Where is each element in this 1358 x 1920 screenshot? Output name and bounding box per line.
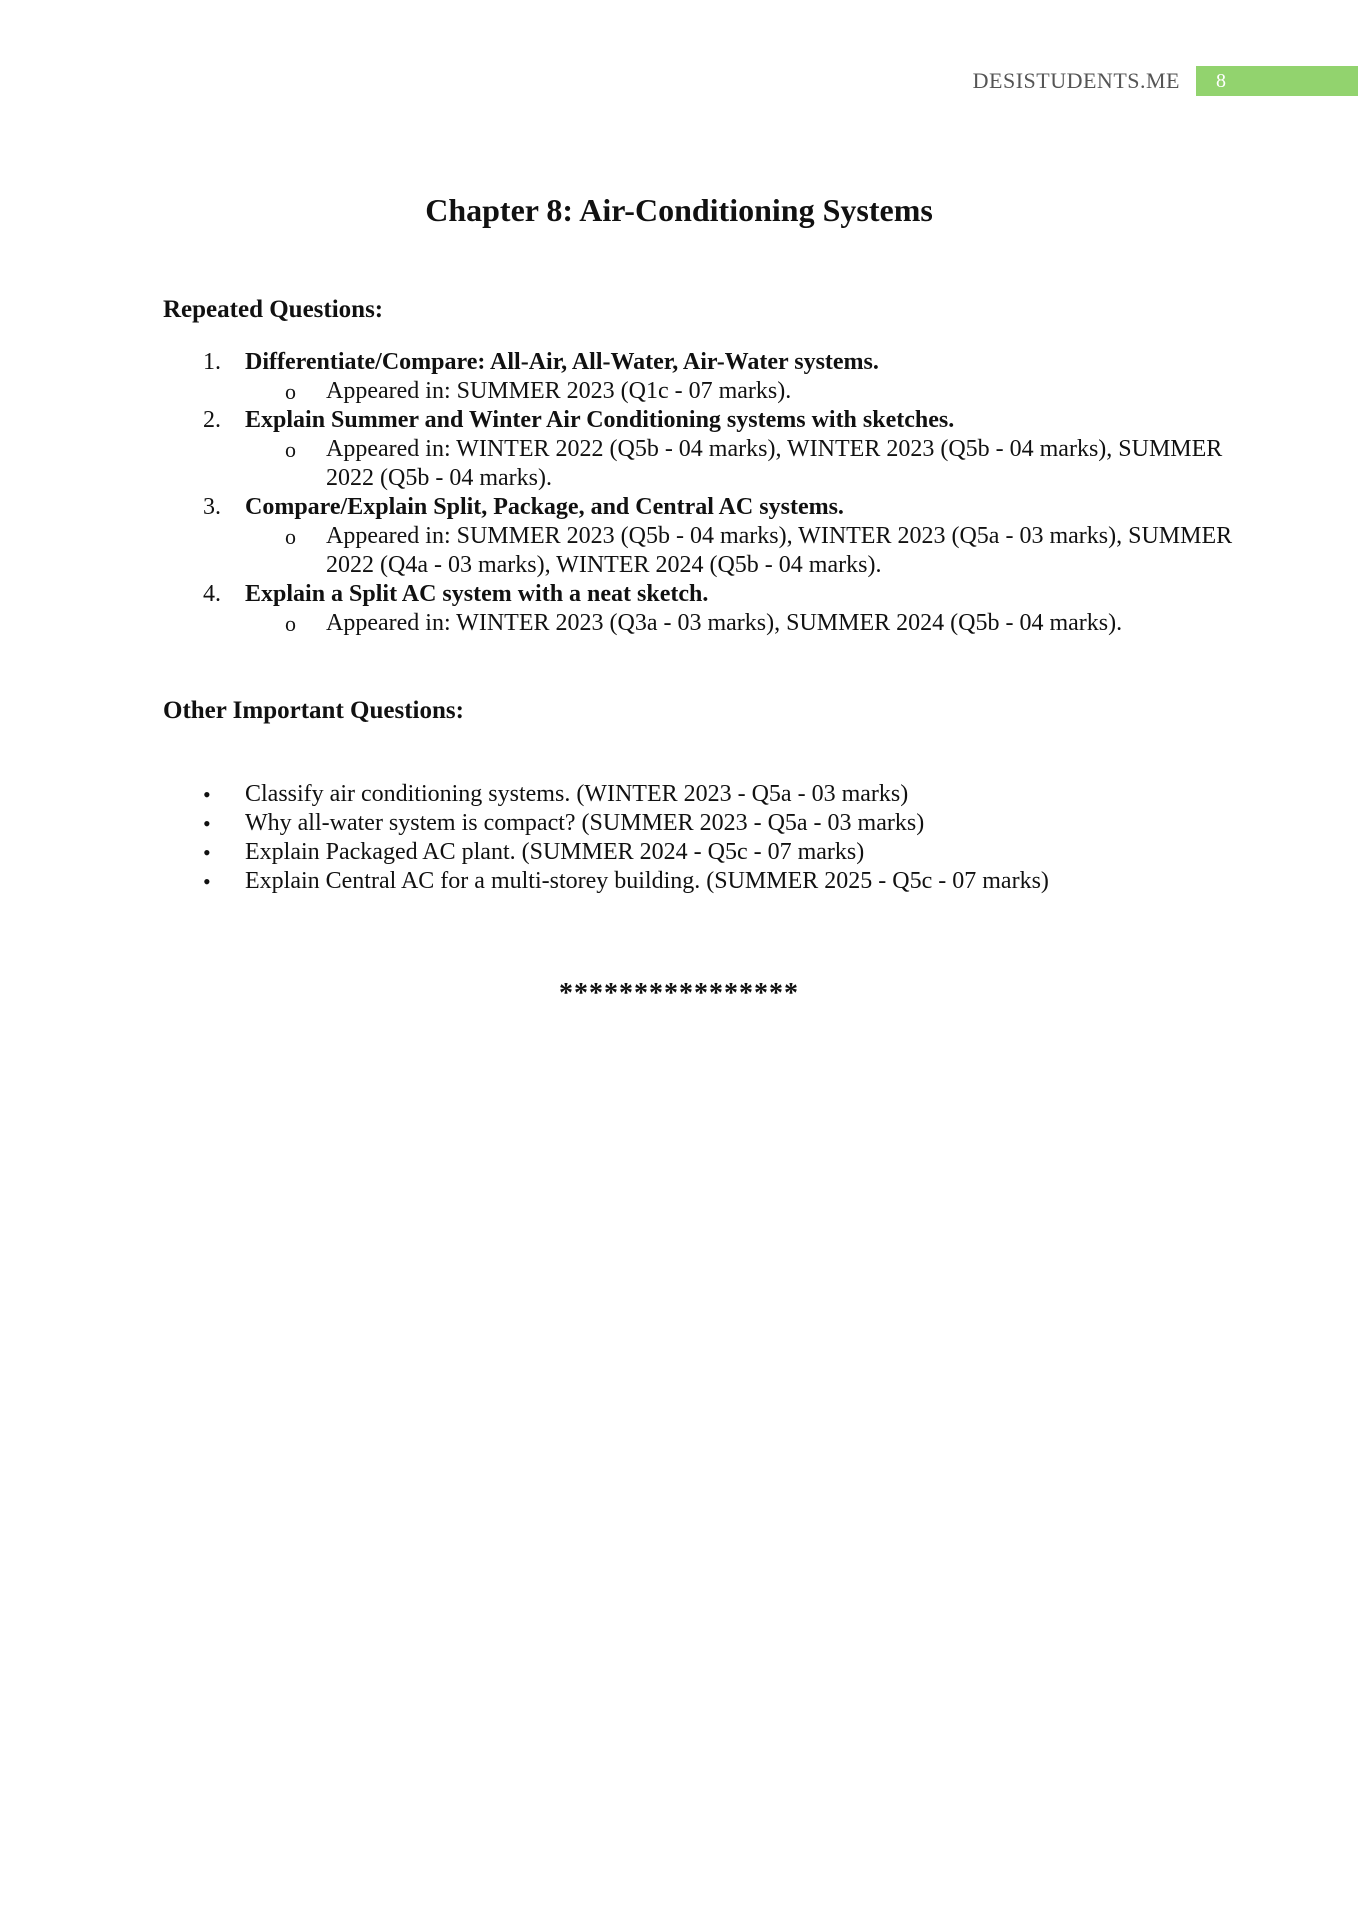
bullet-icon: • (203, 840, 211, 865)
question-text: Differentiate/Compare: All-Air, All-Water, Air-Water systems. (245, 349, 879, 375)
other-question-text: Explain Packaged AC plant. (SUMMER 2024 - Q5c - 07 marks) (245, 839, 865, 865)
other-question-item (163, 780, 1263, 809)
question-number: 2. (203, 407, 221, 433)
question-number: 4. (203, 581, 221, 607)
bullet-icon: • (203, 869, 211, 894)
question-number: 1. (203, 349, 221, 375)
question-text: Explain Summer and Winter Air Conditioning systems with sketches. (245, 407, 955, 433)
sub-bullet-icon: o (285, 611, 296, 636)
appeared-in-text (285, 609, 1263, 638)
appeared-in-text (285, 377, 1263, 406)
other-question-item (163, 867, 1263, 896)
question-number: 3. (203, 494, 221, 520)
repeated-question-item (163, 348, 1263, 406)
repeated-questions-heading: Repeated Questions: (163, 296, 384, 323)
other-question-text: Explain Central AC for a multi-storey building. (SUMMER 2025 - Q5c - 07 marks) (245, 868, 1049, 894)
bullet-icon: • (203, 811, 211, 836)
sub-bullet-icon: o (285, 524, 296, 549)
appeared-in-text (285, 435, 1263, 493)
other-questions-heading: Other Important Questions: (163, 697, 464, 724)
chapter-title: Chapter 8: Air-Conditioning Systems (425, 192, 933, 228)
sub-bullet-icon: o (285, 379, 296, 404)
page-number-badge: 8 (1196, 66, 1358, 96)
appeared-in-value: Appeared in: WINTER 2022 (Q5b - 04 marks), WINTER 2023 (Q5b - 04 marks), SUMMER 2022 (Q5b - 04 marks). (326, 436, 1223, 491)
other-question-item (163, 809, 1263, 838)
end-of-chapter-separator: **************** (559, 978, 799, 1009)
appeared-in-value: Appeared in: WINTER 2023 (Q3a - 03 marks), SUMMER 2024 (Q5b - 04 marks). (326, 610, 1123, 636)
appeared-in-value: Appeared in: SUMMER 2023 (Q5b - 04 marks), WINTER 2023 (Q5a - 03 marks), SUMMER 2022 (Q4a - 03 marks), WINTER 2024 (Q5b - 04 marks). (326, 523, 1233, 578)
appeared-in-value: Appeared in: SUMMER 2023 (Q1c - 07 marks). (326, 378, 792, 404)
other-question-item (163, 838, 1263, 867)
bullet-icon: • (203, 782, 211, 807)
repeated-question-item (163, 493, 1263, 580)
appeared-in-text (285, 522, 1263, 580)
question-text: Explain a Split AC system with a neat sketch. (245, 581, 709, 607)
question-text: Compare/Explain Split, Package, and Central AC systems. (245, 494, 844, 520)
repeated-questions-list (163, 348, 1263, 638)
other-questions-list (163, 780, 1263, 896)
other-question-text: Classify air conditioning systems. (WINTER 2023 - Q5a - 03 marks) (245, 781, 909, 807)
sub-bullet-icon: o (285, 437, 296, 462)
repeated-question-item (163, 406, 1263, 493)
page-header (973, 66, 1358, 96)
other-question-text: Why all-water system is compact? (SUMMER 2023 - Q5a - 03 marks) (245, 810, 925, 836)
repeated-question-item (163, 580, 1263, 638)
site-name: DESISTUDENTS.ME (972, 68, 1180, 93)
